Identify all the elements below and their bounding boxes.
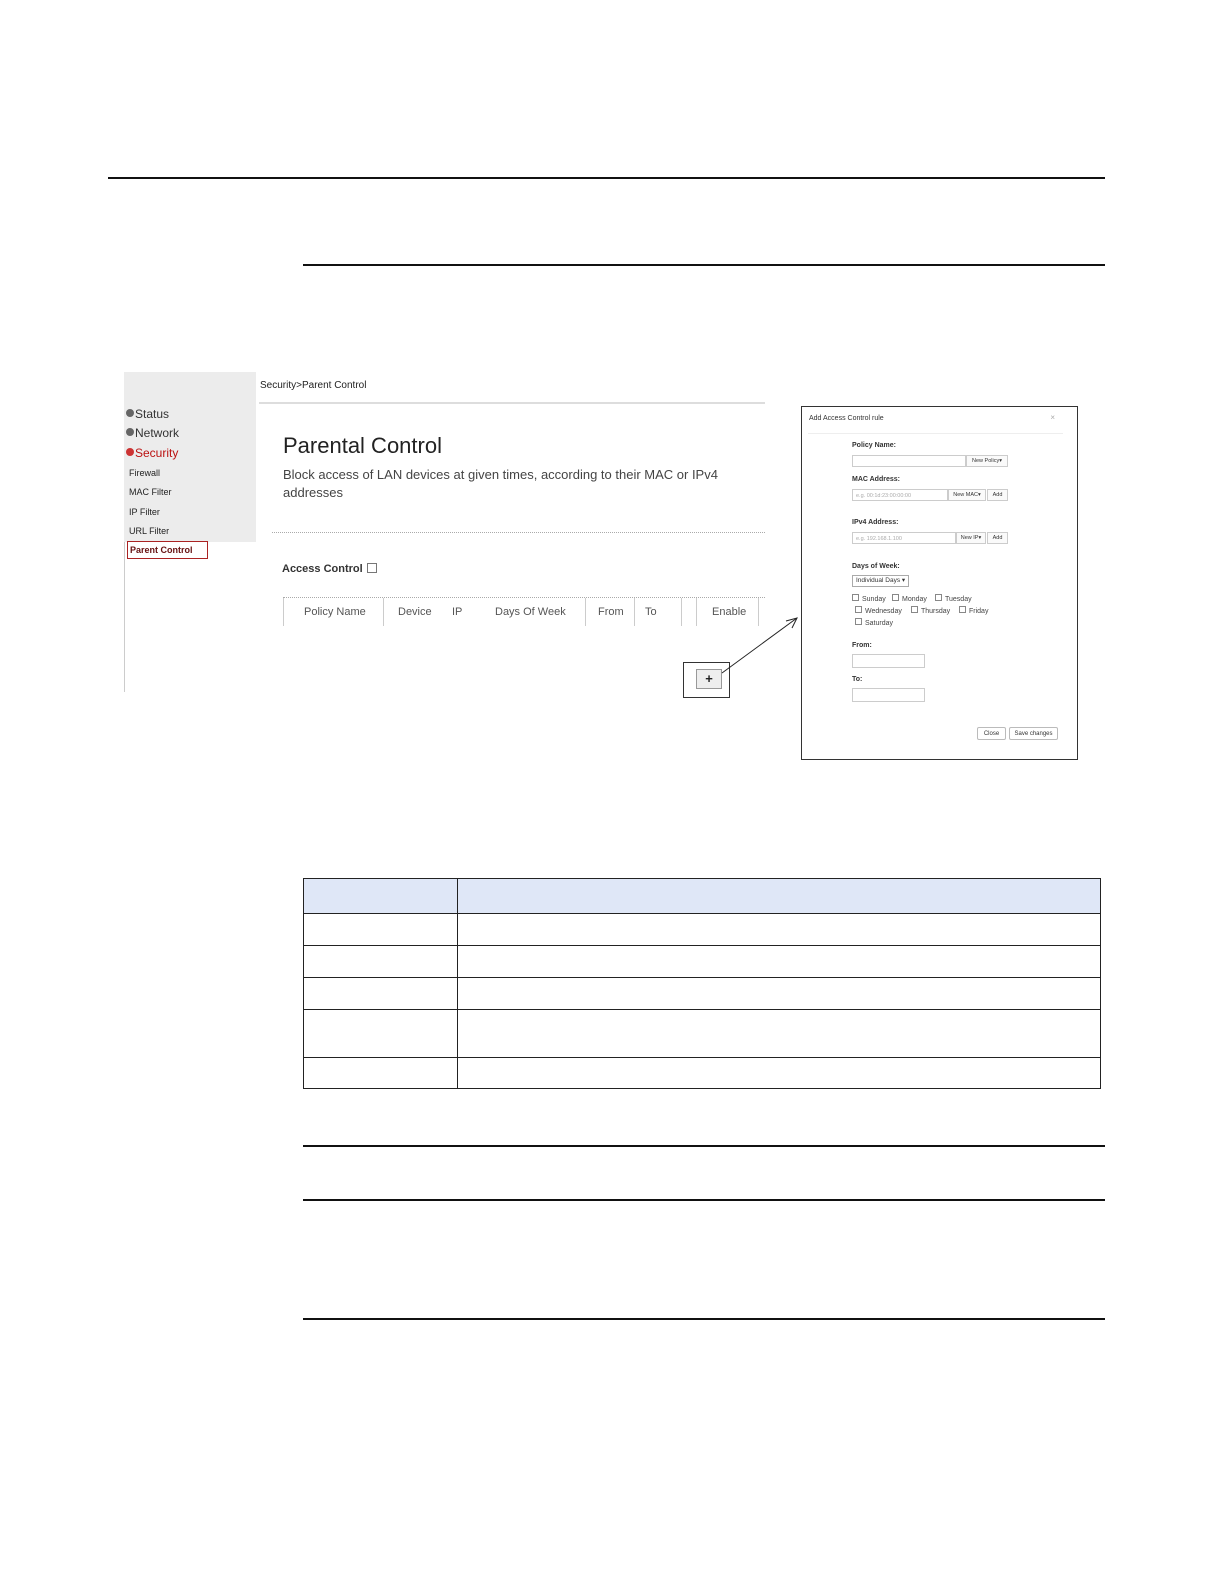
day-checkbox-tuesday[interactable]: Tuesday bbox=[935, 594, 972, 603]
new-mac-dropdown[interactable]: New MAC▾ bbox=[948, 489, 986, 501]
ip-add-button[interactable]: Add bbox=[987, 532, 1008, 544]
day-checkbox-saturday[interactable]: Saturday bbox=[855, 618, 893, 627]
page-description: Block access of LAN devices at given times, according to their MAC or IPv4 addresses bbox=[283, 467, 718, 500]
dialog-title: Add Access Control rule bbox=[809, 415, 884, 422]
sidebar-item-firewall[interactable]: Firewall bbox=[129, 468, 161, 478]
checkbox-icon bbox=[959, 606, 966, 613]
page-title: Parental Control bbox=[283, 433, 442, 458]
sidebar-item-parent-control[interactable]: Parent Control bbox=[127, 541, 208, 559]
add-access-control-dialog bbox=[801, 406, 1078, 760]
sidebar-item-url-filter[interactable]: URL Filter bbox=[129, 526, 170, 536]
sidebar-item-security[interactable]: Security bbox=[126, 446, 178, 460]
sidebar-item-mac-filter[interactable]: MAC Filter bbox=[129, 487, 172, 497]
column-header-enable: Enable bbox=[712, 606, 747, 618]
new-policy-dropdown[interactable]: New Policy▾ bbox=[966, 455, 1008, 467]
note-rule-bottom bbox=[303, 1199, 1105, 1201]
checkbox-icon bbox=[935, 594, 942, 601]
ipv4-address-input[interactable]: e.g. 192.168.1.100 bbox=[852, 532, 956, 544]
checkbox-icon bbox=[855, 606, 862, 613]
policy-name-label: Policy Name: bbox=[852, 442, 896, 449]
column-header-device: Device bbox=[398, 606, 432, 618]
from-label: From: bbox=[852, 642, 872, 649]
mac-add-button[interactable]: Add bbox=[987, 489, 1008, 501]
days-of-week-label: Days of Week: bbox=[852, 563, 900, 570]
column-header-to: To bbox=[645, 606, 657, 618]
column-header-ip: IP bbox=[452, 606, 463, 618]
days-select[interactable]: Individual Days ▾ bbox=[852, 575, 909, 587]
close-button[interactable]: Close bbox=[977, 727, 1006, 740]
day-checkbox-friday[interactable]: Friday bbox=[959, 606, 988, 615]
to-time-input[interactable] bbox=[852, 688, 925, 702]
table-row bbox=[304, 1058, 1101, 1089]
new-ip-dropdown[interactable]: New IP▾ bbox=[956, 532, 986, 544]
checkbox-icon bbox=[911, 606, 918, 613]
section-rule-bottom bbox=[303, 1318, 1105, 1320]
day-checkbox-wednesday[interactable]: Wednesday bbox=[855, 606, 902, 615]
add-rule-button[interactable]: + bbox=[696, 669, 722, 689]
checkbox-icon bbox=[855, 618, 862, 625]
access-control-label: Access Control bbox=[282, 563, 363, 575]
day-checkbox-monday[interactable]: Monday bbox=[892, 594, 927, 603]
mac-address-input[interactable]: e.g. 00:1d:23:00:00:00 bbox=[852, 489, 948, 501]
note-rule-top bbox=[303, 1145, 1105, 1147]
dialog-header-divider bbox=[808, 433, 1063, 434]
table-header-row bbox=[304, 879, 1101, 914]
column-header-from: From bbox=[598, 606, 624, 618]
policy-name-input[interactable] bbox=[852, 455, 966, 467]
checkbox-icon bbox=[892, 594, 899, 601]
sidebar-item-ip-filter[interactable]: IP Filter bbox=[129, 507, 160, 517]
table-row bbox=[304, 978, 1101, 1010]
close-icon[interactable]: × bbox=[1050, 413, 1055, 422]
table-row bbox=[304, 946, 1101, 978]
save-changes-button[interactable]: Save changes bbox=[1009, 727, 1058, 740]
dropdown-caret-icon: ▾ bbox=[978, 492, 981, 498]
description-table bbox=[303, 878, 1101, 1089]
sidebar-item-status[interactable]: Status bbox=[126, 407, 169, 421]
dropdown-caret-icon: ▾ bbox=[999, 458, 1002, 464]
breadcrumb: Security>Parent Control bbox=[260, 380, 367, 391]
dropdown-caret-icon: ▾ bbox=[978, 535, 982, 541]
ipv4-address-label: IPv4 Address: bbox=[852, 519, 899, 526]
to-label: To: bbox=[852, 676, 863, 683]
table-row bbox=[304, 914, 1101, 946]
day-checkbox-sunday[interactable]: Sunday bbox=[852, 594, 886, 603]
table-row bbox=[304, 1010, 1101, 1058]
sidebar-item-network[interactable]: Network bbox=[126, 426, 179, 440]
column-header-days-of-week: Days Of Week bbox=[495, 606, 566, 618]
column-header-policy-name: Policy Name bbox=[304, 606, 366, 618]
day-checkbox-thursday[interactable]: Thursday bbox=[911, 606, 950, 615]
dropdown-caret-icon: ▾ bbox=[901, 577, 906, 584]
mac-address-label: MAC Address: bbox=[852, 476, 900, 483]
checkbox-icon bbox=[852, 594, 859, 601]
from-time-input[interactable] bbox=[852, 654, 925, 668]
